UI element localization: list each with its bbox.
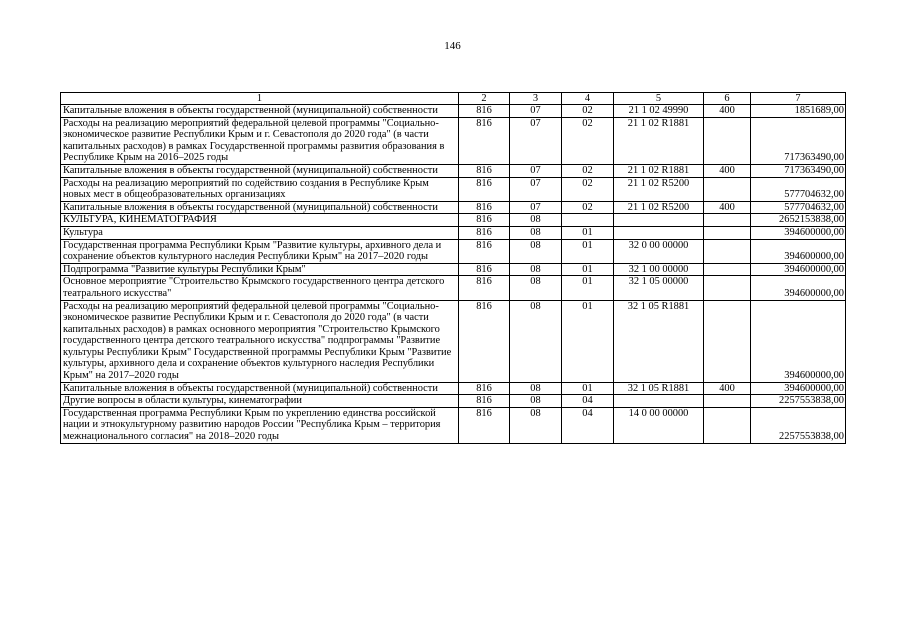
grbs-code-cell: 816 bbox=[459, 164, 510, 177]
table-row bbox=[61, 214, 846, 227]
amount-cell: 394600000,00 bbox=[751, 263, 846, 276]
subsection-code-cell: 04 bbox=[562, 395, 614, 408]
section-code-cell: 08 bbox=[510, 214, 562, 227]
subsection-code-cell: 01 bbox=[562, 382, 614, 395]
budget-table bbox=[60, 92, 846, 444]
section-code-cell: 08 bbox=[510, 395, 562, 408]
table-row bbox=[61, 105, 846, 118]
section-code-cell: 08 bbox=[510, 407, 562, 443]
target-article-cell: 21 1 02 R1881 bbox=[614, 117, 704, 164]
header-cell: 2 bbox=[459, 93, 510, 105]
target-article-cell: 32 1 05 00000 bbox=[614, 276, 704, 300]
row-name-cell: Подпрограмма "Развитие культуры Республики Крым" bbox=[61, 263, 459, 276]
section-code-cell: 08 bbox=[510, 239, 562, 263]
amount-cell: 394600000,00 bbox=[751, 300, 846, 382]
target-article-cell: 32 1 05 R1881 bbox=[614, 382, 704, 395]
table-row bbox=[61, 164, 846, 177]
amount-cell: 2257553838,00 bbox=[751, 395, 846, 408]
header-cell: 7 bbox=[751, 93, 846, 105]
grbs-code-cell: 816 bbox=[459, 226, 510, 239]
row-name-cell: Расходы на реализацию мероприятий по содействию создания в Республике Крым новых мест в общеобразовательных организациях bbox=[61, 177, 459, 201]
section-code-cell: 07 bbox=[510, 177, 562, 201]
amount-cell: 394600000,00 bbox=[751, 226, 846, 239]
row-name-cell: Государственная программа Республики Крым по укреплению единства российской нации и этнокультурному развитию народов России "Республика Крым – территория межнационального согласия" на 2018–2020 годы bbox=[61, 407, 459, 443]
section-code-cell: 07 bbox=[510, 117, 562, 164]
amount-cell: 394600000,00 bbox=[751, 382, 846, 395]
grbs-code-cell: 816 bbox=[459, 276, 510, 300]
header-cell: 3 bbox=[510, 93, 562, 105]
section-code-cell: 07 bbox=[510, 164, 562, 177]
subsection-code-cell: 01 bbox=[562, 226, 614, 239]
grbs-code-cell: 816 bbox=[459, 177, 510, 201]
target-article-cell bbox=[614, 226, 704, 239]
page-number: 146 bbox=[444, 40, 461, 52]
amount-cell: 2257553838,00 bbox=[751, 407, 846, 443]
header-row bbox=[61, 93, 846, 105]
target-article-cell: 21 1 02 R5200 bbox=[614, 177, 704, 201]
row-name-cell: Капитальные вложения в объекты государственной (муниципальной) собственности bbox=[61, 201, 459, 214]
subsection-code-cell: 02 bbox=[562, 117, 614, 164]
grbs-code-cell: 816 bbox=[459, 382, 510, 395]
section-code-cell: 07 bbox=[510, 105, 562, 118]
row-name-cell: Государственная программа Республики Крым "Развитие культуры, архивного дела и сохранение объектов культурного наследия Республики Крым" на 2017–2020 годы bbox=[61, 239, 459, 263]
grbs-code-cell: 816 bbox=[459, 300, 510, 382]
target-article-cell: 32 1 00 00000 bbox=[614, 263, 704, 276]
grbs-code-cell: 816 bbox=[459, 214, 510, 227]
table-row bbox=[61, 239, 846, 263]
expense-type-cell bbox=[704, 214, 751, 227]
row-name-cell: Капитальные вложения в объекты государственной (муниципальной) собственности bbox=[61, 382, 459, 395]
row-name-cell: Расходы на реализацию мероприятий федеральной целевой программы "Социально-экономическое развитие Республики Крым и г. Севастополя до 2020 года" (в части капитальных расходов) в рамках основного мероприятия "Строительство Крымского государственного центра детского театрального искусства" подпрограммы "Развитие культуры Республики Крым" Государственной программы Республики Крым "Развитие культуры, архивного дела и сохранение объектов культурного наследия Республики Крым" на 2017–2020 годы bbox=[61, 300, 459, 382]
expense-type-cell bbox=[704, 117, 751, 164]
header-cell: 1 bbox=[61, 93, 459, 105]
subsection-code-cell: 02 bbox=[562, 164, 614, 177]
subsection-code-cell: 02 bbox=[562, 201, 614, 214]
section-code-cell: 08 bbox=[510, 263, 562, 276]
table-row bbox=[61, 263, 846, 276]
grbs-code-cell: 816 bbox=[459, 407, 510, 443]
table-row bbox=[61, 395, 846, 408]
row-name-cell: Другие вопросы в области культуры, кинематографии bbox=[61, 395, 459, 408]
grbs-code-cell: 816 bbox=[459, 117, 510, 164]
expense-type-cell: 400 bbox=[704, 382, 751, 395]
table-row bbox=[61, 201, 846, 214]
expense-type-cell bbox=[704, 177, 751, 201]
expense-type-cell: 400 bbox=[704, 201, 751, 214]
subsection-code-cell: 02 bbox=[562, 105, 614, 118]
grbs-code-cell: 816 bbox=[459, 239, 510, 263]
expense-type-cell: 400 bbox=[704, 105, 751, 118]
grbs-code-cell: 816 bbox=[459, 263, 510, 276]
section-code-cell: 08 bbox=[510, 226, 562, 239]
row-name-cell: Культура bbox=[61, 226, 459, 239]
table-row bbox=[61, 117, 846, 164]
expense-type-cell bbox=[704, 395, 751, 408]
subsection-code-cell bbox=[562, 214, 614, 227]
section-code-cell: 08 bbox=[510, 382, 562, 395]
grbs-code-cell: 816 bbox=[459, 395, 510, 408]
row-name-cell: Капитальные вложения в объекты государственной (муниципальной) собственности bbox=[61, 164, 459, 177]
target-article-cell bbox=[614, 395, 704, 408]
section-code-cell: 07 bbox=[510, 201, 562, 214]
subsection-code-cell: 02 bbox=[562, 177, 614, 201]
table-row bbox=[61, 226, 846, 239]
subsection-code-cell: 01 bbox=[562, 276, 614, 300]
amount-cell: 2652153838,00 bbox=[751, 214, 846, 227]
grbs-code-cell: 816 bbox=[459, 201, 510, 214]
amount-cell: 717363490,00 bbox=[751, 117, 846, 164]
row-name-cell: Основное мероприятие "Строительство Крымского государственного центра детского театрального искусства" bbox=[61, 276, 459, 300]
row-name-cell: КУЛЬТУРА, КИНЕМАТОГРАФИЯ bbox=[61, 214, 459, 227]
grbs-code-cell: 816 bbox=[459, 105, 510, 118]
table-row bbox=[61, 177, 846, 201]
header-cell: 5 bbox=[614, 93, 704, 105]
table-row bbox=[61, 300, 846, 382]
expense-type-cell bbox=[704, 239, 751, 263]
header-cell: 4 bbox=[562, 93, 614, 105]
target-article-cell: 32 1 05 R1881 bbox=[614, 300, 704, 382]
target-article-cell: 32 0 00 00000 bbox=[614, 239, 704, 263]
expense-type-cell bbox=[704, 276, 751, 300]
target-article-cell: 21 1 02 49990 bbox=[614, 105, 704, 118]
subsection-code-cell: 04 bbox=[562, 407, 614, 443]
header-cell: 6 bbox=[704, 93, 751, 105]
target-article-cell: 14 0 00 00000 bbox=[614, 407, 704, 443]
amount-cell: 1851689,00 bbox=[751, 105, 846, 118]
subsection-code-cell: 01 bbox=[562, 300, 614, 382]
expense-type-cell bbox=[704, 300, 751, 382]
amount-cell: 717363490,00 bbox=[751, 164, 846, 177]
section-code-cell: 08 bbox=[510, 276, 562, 300]
amount-cell: 394600000,00 bbox=[751, 239, 846, 263]
amount-cell: 577704632,00 bbox=[751, 177, 846, 201]
expense-type-cell bbox=[704, 226, 751, 239]
section-code-cell: 08 bbox=[510, 300, 562, 382]
row-name-cell: Капитальные вложения в объекты государственной (муниципальной) собственности bbox=[61, 105, 459, 118]
amount-cell: 394600000,00 bbox=[751, 276, 846, 300]
table-row bbox=[61, 276, 846, 300]
target-article-cell bbox=[614, 214, 704, 227]
amount-cell: 577704632,00 bbox=[751, 201, 846, 214]
table-row bbox=[61, 382, 846, 395]
subsection-code-cell: 01 bbox=[562, 263, 614, 276]
table-row bbox=[61, 407, 846, 443]
subsection-code-cell: 01 bbox=[562, 239, 614, 263]
expense-type-cell bbox=[704, 263, 751, 276]
target-article-cell: 21 1 02 R5200 bbox=[614, 201, 704, 214]
expense-type-cell bbox=[704, 407, 751, 443]
expense-type-cell: 400 bbox=[704, 164, 751, 177]
row-name-cell: Расходы на реализацию мероприятий федеральной целевой программы "Социально-экономическое развитие Республики Крым и г. Севастополя до 2020 года" (в части капитальных расходов) в рамках Государственной программы развития образования в Республике Крым на 2016–2025 годы bbox=[61, 117, 459, 164]
target-article-cell: 21 1 02 R1881 bbox=[614, 164, 704, 177]
